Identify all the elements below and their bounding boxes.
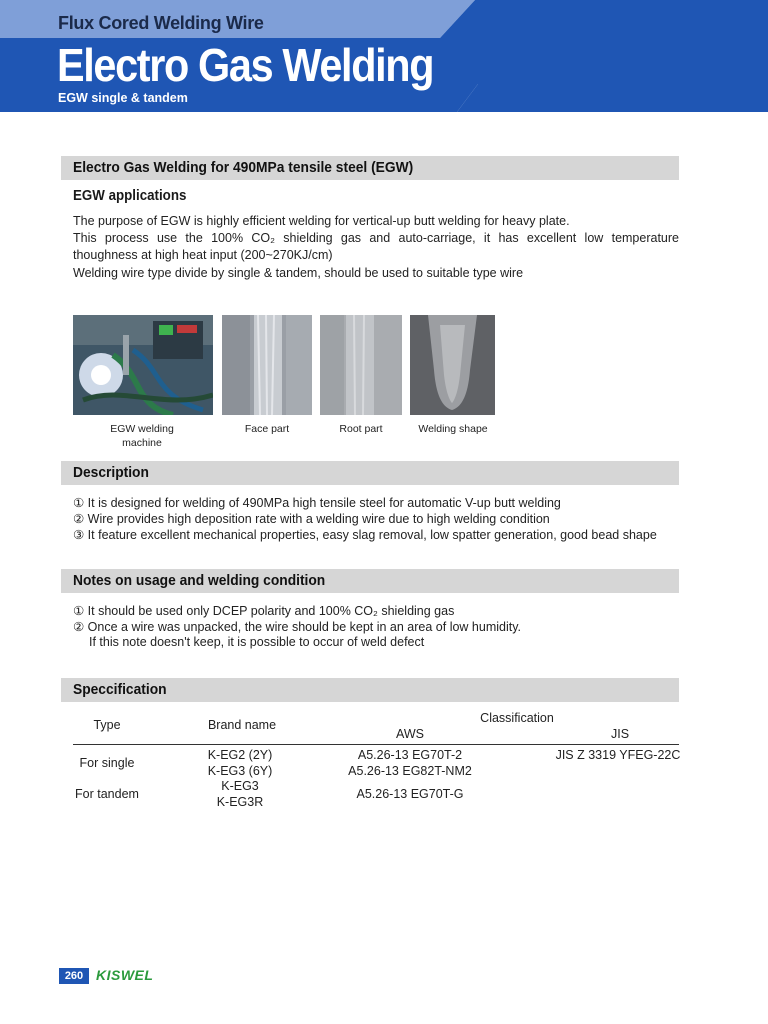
applications-line-1: The purpose of EGW is highly efficient welding for vertical-up butt welding for heavy plate. — [73, 214, 570, 228]
cell-aws: A5.26-13 EG70T-G — [356, 787, 464, 801]
photo-face-part — [222, 315, 312, 415]
photo-root-part — [320, 315, 402, 415]
page-tagline: EGW single & tandem — [58, 91, 188, 105]
notes-item-1: ① It should be used only DCEP polarity and 100% CO₂ shielding gas — [73, 604, 455, 618]
th-jis: JIS — [610, 727, 630, 741]
applications-line-4: Welding wire type divide by single & tandem, should be used to suitable type wire — [73, 266, 524, 280]
description-item-3: ③ It feature excellent mechanical properties, easy slag removal, low spatter generation, good bead shape — [73, 528, 657, 542]
section-bar-description — [61, 461, 679, 485]
section-bar-notes — [61, 569, 679, 593]
cell-type: For single — [79, 756, 135, 770]
caption-root-part: Root part — [339, 423, 383, 435]
photo-egw-machine — [73, 315, 213, 415]
photo-welding-shape — [410, 315, 495, 415]
section-bar-spec — [61, 678, 679, 702]
cell-brand: K-EG3 — [221, 779, 259, 793]
section-bar-egw — [61, 156, 679, 180]
page-number: 260 — [59, 968, 89, 984]
description-item-2: ② Wire provides high deposition rate with a welding wire due to high welding condition — [73, 512, 550, 526]
section-title-egw: Electro Gas Welding for 490MPa tensile steel (EGW) — [73, 159, 414, 176]
notes-item-2: ② Once a wire was unpacked, the wire should be kept in an area of low humidity. — [73, 620, 522, 634]
section-title-spec: Speccification — [73, 681, 167, 698]
cell-aws: A5.26-13 EG70T-2 — [357, 748, 463, 762]
page-header — [0, 0, 768, 112]
cell-brand: K-EG3 (6Y) — [207, 764, 273, 778]
cell-jis: JIS Z 3319 YFEG-22C — [555, 748, 681, 762]
cell-aws: A5.26-13 EG82T-NM2 — [348, 764, 472, 778]
notes-item-2-cont: If this note doesn't keep, it is possible to occur of weld defect — [89, 635, 425, 649]
cell-brand: K-EG3R — [216, 795, 264, 809]
page-title: Electro Gas Welding — [57, 39, 434, 91]
table-divider — [73, 744, 679, 745]
caption-face-part: Face part — [244, 423, 290, 435]
section-title-notes: Notes on usage and welding condition — [73, 572, 326, 589]
description-item-1: ① It is designed for welding of 490MPa high tensile steel for automatic V-up butt welding — [73, 496, 561, 510]
section-title-description: Description — [73, 464, 149, 481]
cell-brand: K-EG2 (2Y) — [207, 748, 273, 762]
caption-egw-machine: EGW welding machine — [110, 423, 174, 449]
th-brand: Brand name — [207, 718, 277, 732]
kiswel-logo: KISWEL — [96, 967, 154, 983]
th-aws: AWS — [395, 727, 424, 741]
th-classification: Classification — [480, 711, 554, 725]
applications-line-3: thoughness at high heat input (200~270KJ/cm) — [73, 248, 333, 262]
applications-heading: EGW applications — [73, 188, 187, 204]
category-label: Flux Cored Welding Wire — [58, 13, 264, 33]
caption-welding-shape: Welding shape — [418, 423, 488, 435]
cell-type: For tandem — [75, 787, 139, 801]
th-type: Type — [93, 718, 121, 732]
applications-line-2: This process use the 100% CO₂ shielding gas and auto-carriage, it has excellent low temperature — [73, 231, 679, 245]
